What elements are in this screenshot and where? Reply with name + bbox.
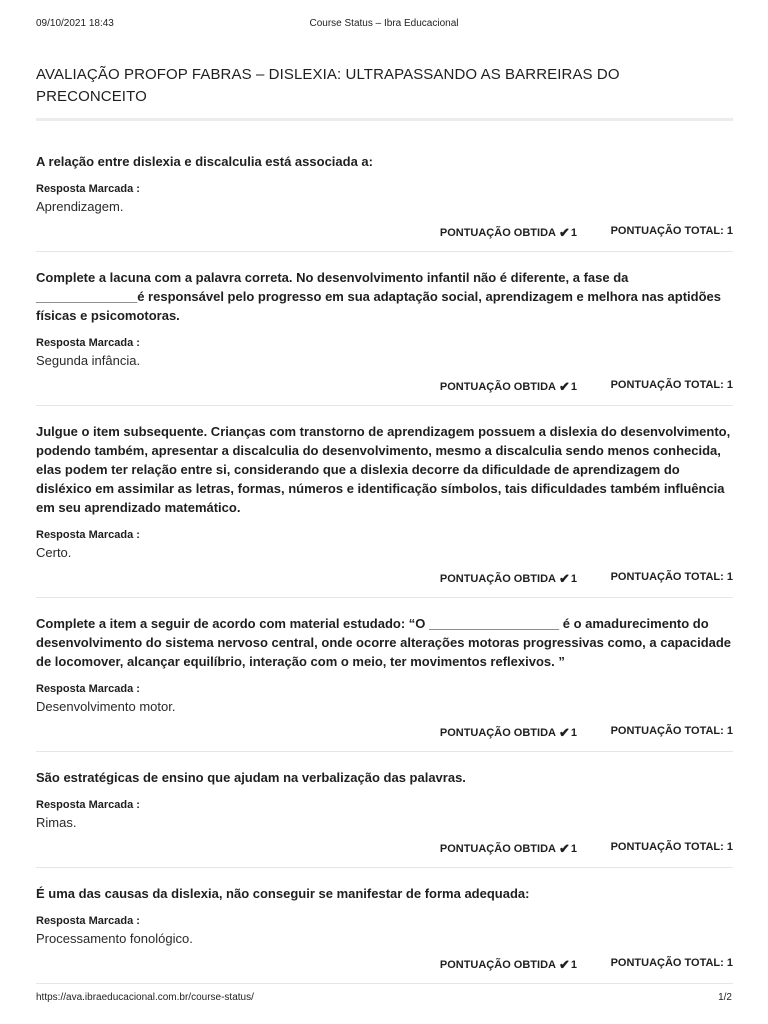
score-obtained: [440, 725, 577, 741]
question-divider: [36, 751, 733, 752]
score-total: [611, 225, 733, 237]
question-item: [36, 768, 733, 868]
question-item: [36, 152, 733, 252]
page-indicator: 1/2: [718, 992, 732, 1003]
score-obtained-value: 1: [570, 227, 577, 239]
question-item: [36, 268, 733, 406]
question-item: [36, 614, 733, 752]
score-obtained: [440, 957, 577, 973]
score-total-label: PONTUAÇÃO TOTAL:: [610, 957, 724, 969]
score-row: [36, 571, 733, 585]
answer-value: Desenvolvimento motor.: [36, 699, 176, 714]
score-obtained-label: PONTUAÇÃO OBTIDA: [439, 727, 556, 739]
answer-label: Resposta Marcada :: [36, 529, 140, 541]
question-item: [36, 422, 733, 598]
score-total-value: 1: [726, 957, 733, 969]
score-obtained-label: PONTUAÇÃO OBTIDA: [439, 381, 556, 393]
score-row: [36, 841, 733, 855]
score-total-label: PONTUAÇÃO TOTAL:: [610, 379, 724, 391]
check-icon: ✔: [558, 571, 570, 586]
score-obtained-label: PONTUAÇÃO OBTIDA: [439, 843, 556, 855]
question-divider: [36, 983, 733, 984]
answer-value: Certo.: [36, 545, 72, 560]
print-page-title: Course Status – Ibra Educacional: [309, 18, 459, 29]
score-obtained: [440, 571, 577, 587]
question-text: É uma das causas da dislexia, não conseguir se manifestar de forma adequada:: [36, 886, 530, 901]
score-total-label: PONTUAÇÃO TOTAL:: [610, 225, 724, 237]
score-obtained: [440, 225, 577, 241]
check-icon: ✔: [558, 379, 570, 394]
score-total: [611, 841, 733, 853]
answer-label: Resposta Marcada :: [36, 183, 140, 195]
score-row: [36, 225, 733, 239]
question-item: [36, 884, 733, 984]
check-icon: ✔: [558, 841, 570, 856]
answer-value: Rimas.: [36, 815, 77, 830]
score-total: [611, 571, 733, 583]
answer-label: Resposta Marcada :: [36, 337, 140, 349]
score-total-label: PONTUAÇÃO TOTAL:: [610, 841, 724, 853]
print-datetime: 09/10/2021 18:43: [36, 18, 114, 29]
score-total-value: 1: [726, 571, 733, 583]
question-divider: [36, 597, 733, 598]
answer-value: Aprendizagem.: [36, 199, 124, 214]
print-footer: [36, 992, 732, 1006]
score-obtained: [440, 841, 577, 857]
check-icon: ✔: [558, 957, 570, 972]
answer-label: Resposta Marcada :: [36, 915, 140, 927]
score-obtained-label: PONTUAÇÃO OBTIDA: [439, 959, 556, 971]
title-divider: [36, 118, 733, 121]
question-list: [36, 152, 733, 1000]
question-divider: [36, 867, 733, 868]
answer-value: Segunda infância.: [36, 353, 141, 368]
score-total-label: PONTUAÇÃO TOTAL:: [610, 571, 724, 583]
score-obtained-value: 1: [570, 843, 577, 855]
question-text: Complete a item a seguir de acordo com material estudado: “O __________________ é o amadurecimento do desenvolvimento do sistema nervoso central, onde ocorre alterações motoras progressivas como, a capacidade de locomover, alcançar equilíbrio, interação com o meio, ter movimentos reflexivos. ”: [36, 616, 732, 669]
score-total: [611, 725, 733, 737]
check-icon: ✔: [558, 225, 570, 240]
score-obtained-value: 1: [570, 959, 577, 971]
question-text: Julgue o item subsequente. Crianças com transtorno de aprendizagem possuem a dislexia do desenvolvimento, podendo também, apresentar a discalculia do desenvolvimento, mesmo a discalculia sendo menos conhecida, elas podem ter relação entre si, considerando que a dislexia decorre da dificuldade de aprendizagem do disléxico em assimilar as letras, formas, números e identificação símbolos, tais dificuldades também influência em seu aprendizado matemático.: [36, 424, 731, 515]
check-icon: ✔: [558, 725, 570, 740]
question-divider: [36, 405, 733, 406]
score-obtained-value: 1: [570, 573, 577, 585]
score-obtained: [440, 379, 577, 395]
score-obtained-label: PONTUAÇÃO OBTIDA: [439, 573, 556, 585]
score-row: [36, 379, 733, 393]
score-obtained-value: 1: [570, 381, 577, 393]
question-text: A relação entre dislexia e discalculia está associada a:: [36, 154, 373, 169]
question-text: Complete a lacuna com a palavra correta. No desenvolvimento infantil não é diferente, a fase da ______________é responsável pelo progresso em sua adaptação social, aprendizagem e melhora nas aptidões físicas e psicomotoras.: [36, 270, 721, 323]
score-row: [36, 725, 733, 739]
page-title: AVALIAÇÃO PROFOP FABRAS – DISLEXIA: ULTRAPASSANDO AS BARREIRAS DO PRECONCEITO: [36, 66, 620, 105]
score-total: [611, 957, 733, 969]
score-total-value: 1: [726, 725, 733, 737]
print-header: [36, 18, 732, 32]
score-total: [611, 379, 733, 391]
print-url: https://ava.ibraeducacional.com.br/course-status/: [36, 992, 254, 1003]
question-divider: [36, 251, 733, 252]
score-obtained-label: PONTUAÇÃO OBTIDA: [439, 227, 556, 239]
score-obtained-value: 1: [570, 727, 577, 739]
score-total-value: 1: [726, 225, 733, 237]
score-total-value: 1: [726, 379, 733, 391]
answer-label: Resposta Marcada :: [36, 799, 140, 811]
answer-label: Resposta Marcada :: [36, 683, 140, 695]
answer-value: Processamento fonológico.: [36, 931, 193, 946]
score-total-value: 1: [726, 841, 733, 853]
score-row: [36, 957, 733, 971]
question-text: São estratégicas de ensino que ajudam na verbalização das palavras.: [36, 770, 466, 785]
score-total-label: PONTUAÇÃO TOTAL:: [610, 725, 724, 737]
